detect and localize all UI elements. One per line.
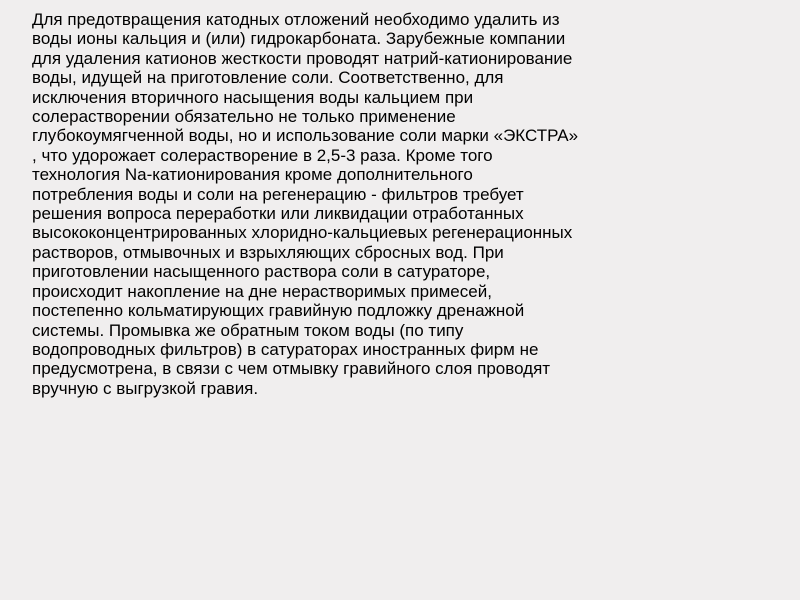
text-line: воды ионы кальция и (или) гидрокарбоната. Зарубежные компании <box>32 29 566 49</box>
text-line: водопроводных фильтров) в сатураторах иностранных фирм не <box>32 339 539 359</box>
text-line: Для предотвращения катодных отложений необходимо удалить из <box>32 10 560 29</box>
text-line: системы. Промывка же обратным током воды (по типу <box>32 320 464 340</box>
text-line: решения вопроса переработки или ликвидации отработанных <box>32 204 524 224</box>
text-line: высококонцентрированных хлоридно-кальциевых регенерационных <box>32 223 573 243</box>
text-line: вручную с выгрузкой гравия. <box>32 378 259 398</box>
text-line: растворов, отмывочных и взрыхляющих сбросных вод. При <box>32 242 504 262</box>
text-line: технология Na-катионирования кроме дополнительного <box>32 165 473 185</box>
text-line: солерастворении обязательно не только применение <box>32 107 456 127</box>
text-line: постепенно кольматирующих гравийную подложку дренажной <box>32 301 525 321</box>
text-line: , что удорожает солерастворение в 2,5-3 раза. Кроме того <box>32 145 493 165</box>
text-line: глубокоумягченной воды, но и использование соли марки «ЭКСТРА» <box>32 126 579 146</box>
text-line: потребления воды и соли на регенерацию - фильтров требует <box>32 184 524 204</box>
text-line: приготовлении насыщенного раствора соли в сатураторе, <box>32 262 491 282</box>
paragraph <box>32 10 782 398</box>
text-line: происходит накопление на дне нерастворимых примесей, <box>32 281 492 301</box>
text-line: исключения вторичного насыщения воды кальцием при <box>32 87 474 107</box>
slide-body-text <box>32 10 782 398</box>
text-line: для удаления катионов жесткости проводят натрий-катионирование <box>32 48 573 68</box>
text-line: предусмотрена, в связи с чем отмывку гравийного слоя проводят <box>32 359 551 379</box>
text-line: воды, идущей на приготовление соли. Соответственно, для <box>32 68 504 88</box>
